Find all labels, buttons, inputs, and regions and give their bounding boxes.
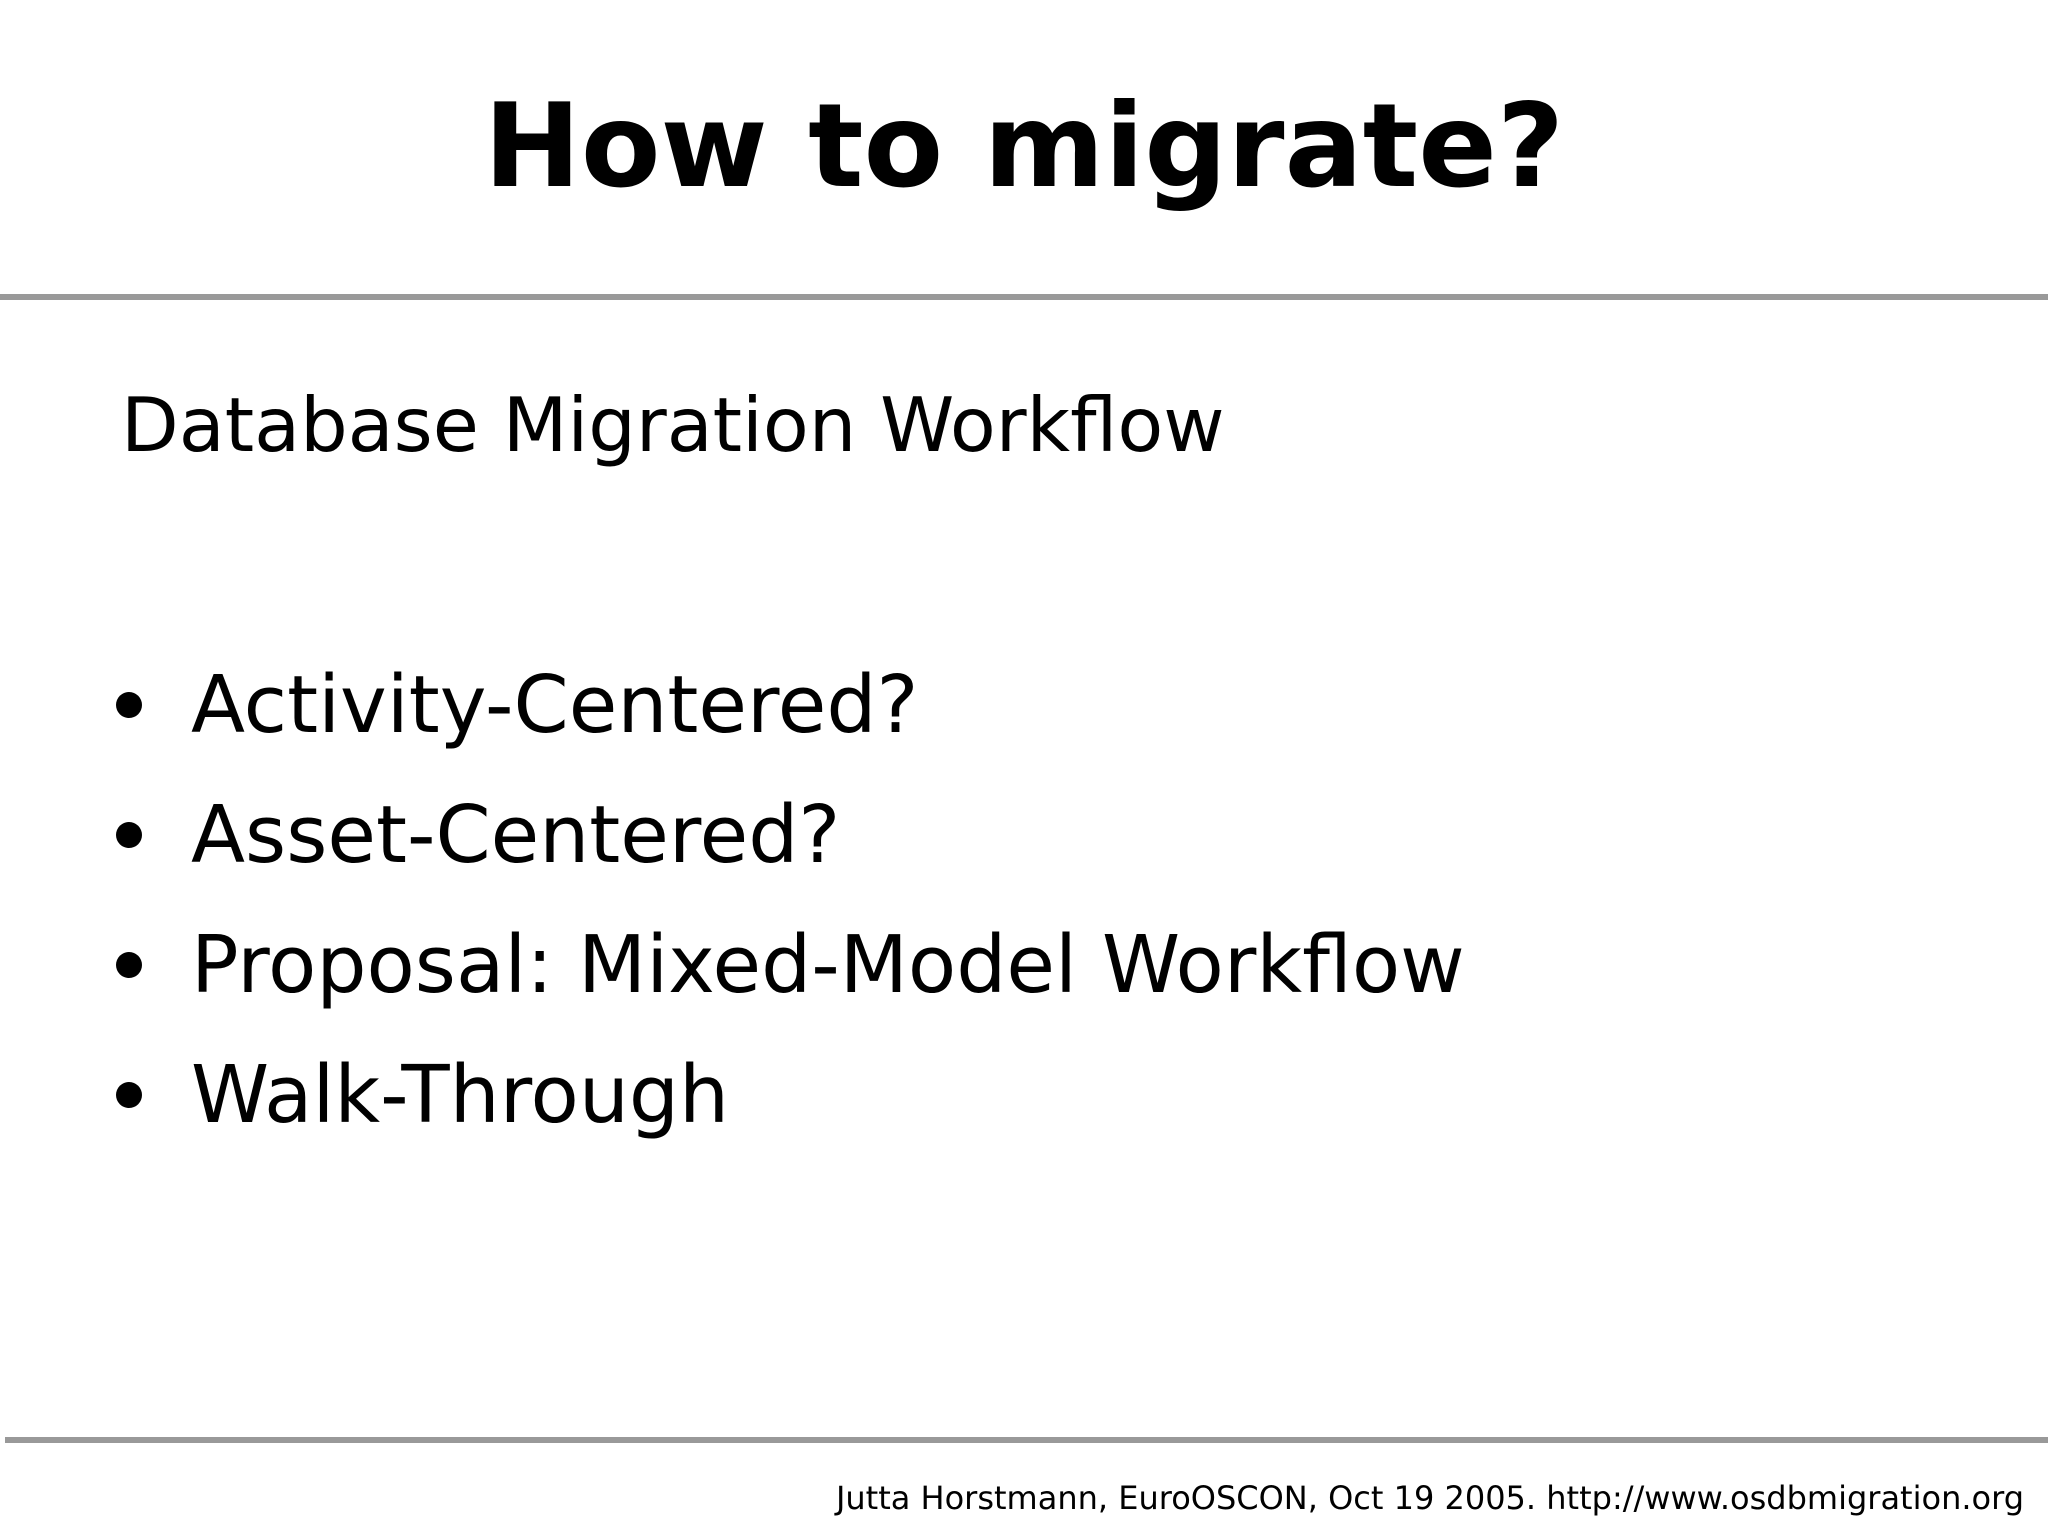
bullet-text: Asset-Centered? (191, 789, 841, 881)
bullet-item (116, 770, 1465, 900)
bullet-dot-icon (116, 692, 142, 718)
bullet-dot-icon (116, 1082, 142, 1108)
bullet-list (116, 640, 1465, 1160)
bullet-dot-icon (116, 952, 142, 978)
bullet-text: Activity-Centered? (191, 659, 919, 751)
footer-divider (5, 1437, 2048, 1443)
slide-subtitle: Database Migration Workflow (121, 381, 1225, 469)
bullet-item (116, 1030, 1465, 1160)
bullet-dot-icon (116, 822, 142, 848)
bullet-item (116, 900, 1465, 1030)
slide-footer: Jutta Horstmann, EuroOSCON, Oct 19 2005. http://www.osdbmigration.org (835, 1479, 2024, 1517)
bullet-item (116, 640, 1465, 770)
slide-title: How to migrate? (483, 79, 1565, 214)
title-divider (0, 294, 2048, 300)
bullet-text: Proposal: Mixed-Model Workflow (191, 919, 1465, 1011)
bullet-text: Walk-Through (191, 1049, 730, 1141)
